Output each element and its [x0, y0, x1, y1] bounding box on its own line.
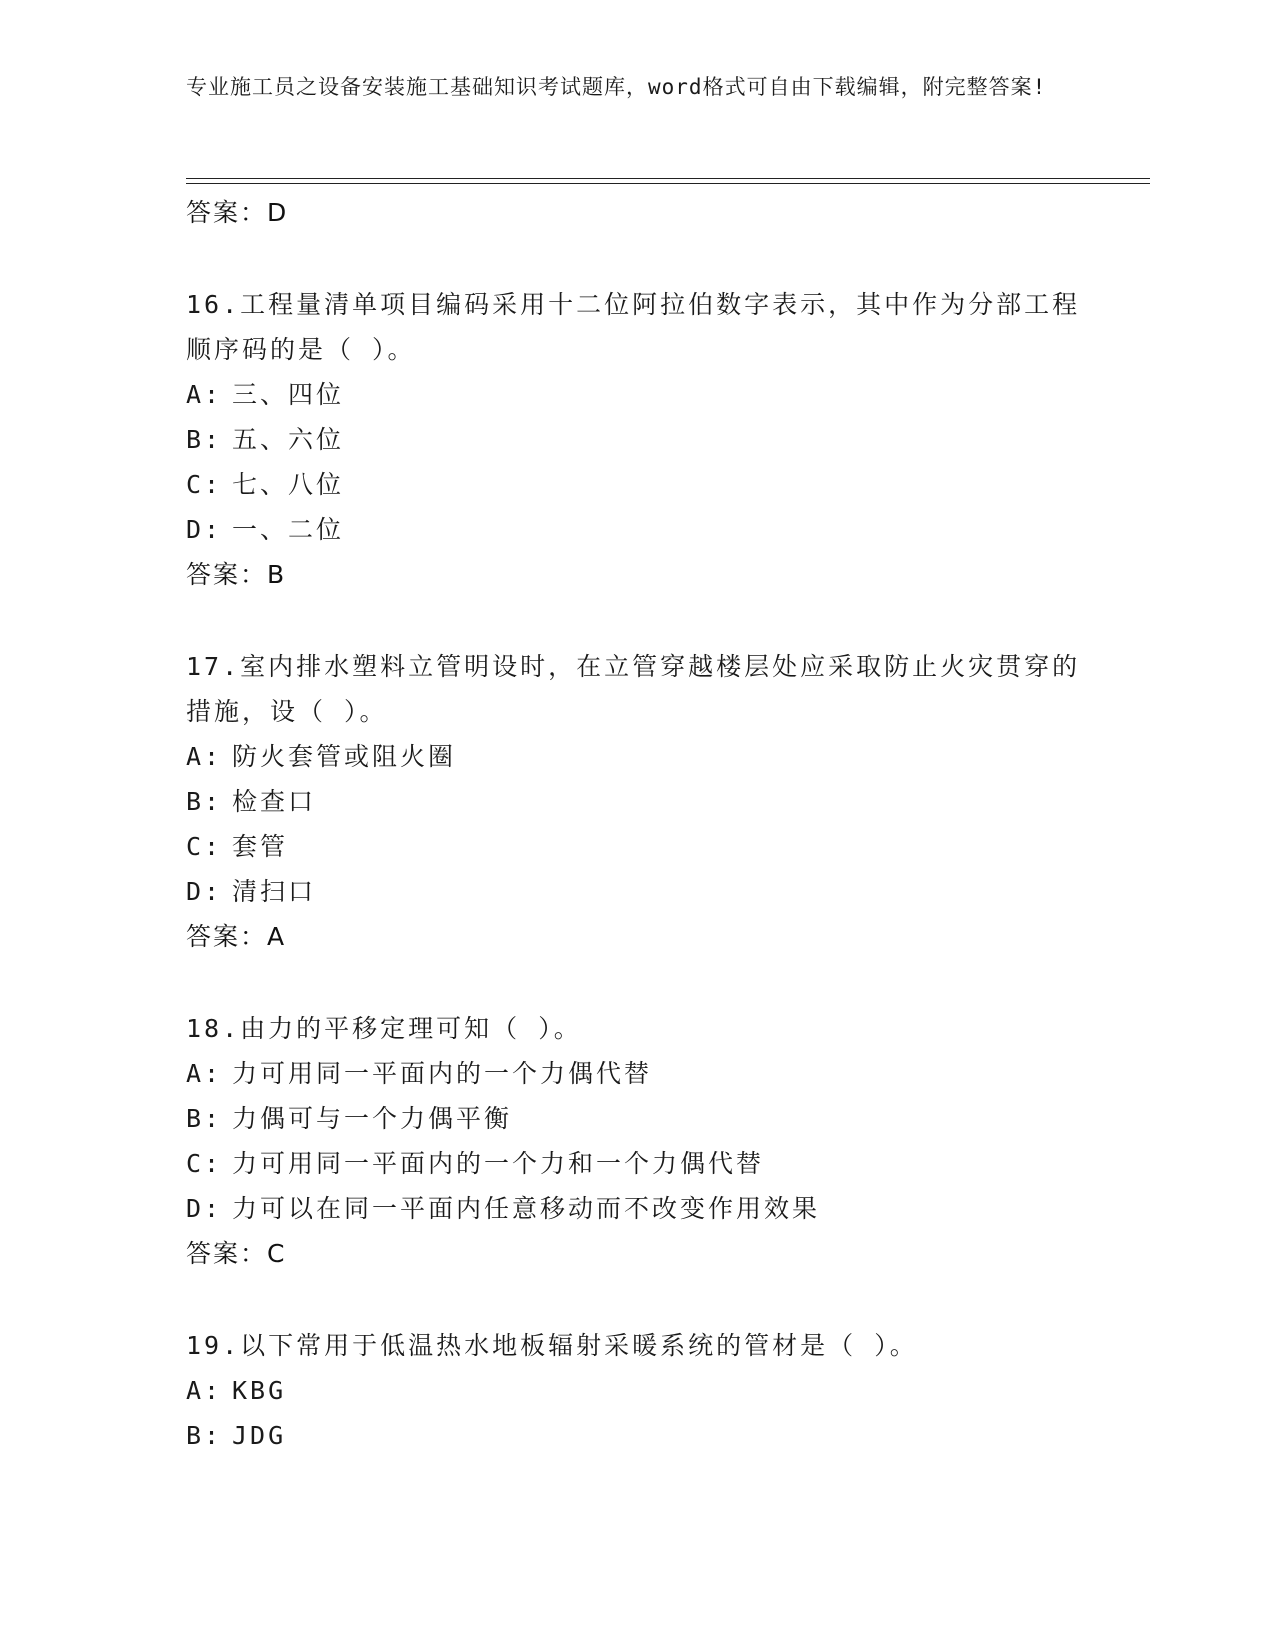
option-text: 七、八位 — [232, 470, 345, 499]
option-text: KBG — [232, 1376, 287, 1405]
option-text: 力可用同一平面内的一个力和一个力偶代替 — [232, 1149, 765, 1178]
option-b — [186, 779, 1106, 824]
option-letter: C: — [186, 832, 223, 861]
option-c — [186, 1141, 1106, 1186]
option-text: 力可用同一平面内的一个力偶代替 — [232, 1059, 653, 1088]
option-b — [186, 1413, 1106, 1458]
option-letter: A: — [186, 1376, 223, 1405]
option-letter: A: — [186, 1059, 223, 1088]
option-letter: C: — [186, 470, 223, 499]
question-text: 19.以下常用于低温热水地板辐射采暖系统的管材是（ ）。 — [186, 1331, 918, 1360]
option-letter: A: — [186, 380, 223, 409]
answer-line: 答案：A — [186, 922, 287, 951]
question-block — [186, 644, 1106, 960]
answer-line: 答案：D — [186, 198, 289, 227]
option-letter: B: — [186, 1421, 223, 1450]
question-block — [186, 282, 1106, 598]
option-a — [186, 1368, 1106, 1413]
option-text: 一、二位 — [232, 515, 345, 544]
header-divider-bottom — [186, 183, 1150, 184]
option-text: 五、六位 — [232, 425, 345, 454]
option-text: 检查口 — [232, 787, 317, 816]
option-letter: D: — [186, 877, 223, 906]
option-text: 套管 — [232, 832, 289, 861]
option-c — [186, 824, 1106, 869]
option-b — [186, 1096, 1106, 1141]
option-text: 力偶可与一个力偶平衡 — [232, 1104, 513, 1133]
option-b — [186, 417, 1106, 462]
document-header: 专业施工员之设备安装施工基础知识考试题库，word格式可自由下载编辑，附完整答案! — [186, 75, 1047, 99]
option-a — [186, 734, 1106, 779]
option-letter: C: — [186, 1149, 223, 1178]
option-letter: B: — [186, 787, 223, 816]
answer-line: 答案：B — [186, 560, 287, 589]
option-d — [186, 869, 1106, 914]
header-divider-top — [186, 178, 1150, 179]
option-letter: B: — [186, 425, 223, 454]
question-text: 16.工程量清单项目编码采用十二位阿拉伯数字表示，其中作为分部工程顺序码的是（ ）。 — [186, 290, 1081, 364]
question-block — [186, 1323, 1106, 1458]
option-c — [186, 462, 1106, 507]
option-letter: A: — [186, 742, 223, 771]
option-a — [186, 1051, 1106, 1096]
option-text: 防火套管或阻火圈 — [232, 742, 457, 771]
question-block — [186, 1006, 1106, 1277]
option-text: JDG — [232, 1421, 287, 1450]
answer-line: 答案：C — [186, 1239, 287, 1268]
option-text: 三、四位 — [232, 380, 345, 409]
option-text: 力可以在同一平面内任意移动而不改变作用效果 — [232, 1194, 821, 1223]
option-letter: D: — [186, 1194, 223, 1223]
document-body — [186, 190, 1106, 1458]
option-letter: D: — [186, 515, 223, 544]
question-text: 18.由力的平移定理可知（ ）。 — [186, 1014, 582, 1043]
option-d — [186, 1186, 1106, 1231]
option-d — [186, 507, 1106, 552]
question-text: 17.室内排水塑料立管明设时，在立管穿越楼层处应采取防止火灾贯穿的措施，设（ ）。 — [186, 652, 1081, 726]
option-text: 清扫口 — [232, 877, 317, 906]
option-letter: B: — [186, 1104, 223, 1133]
option-a — [186, 372, 1106, 417]
